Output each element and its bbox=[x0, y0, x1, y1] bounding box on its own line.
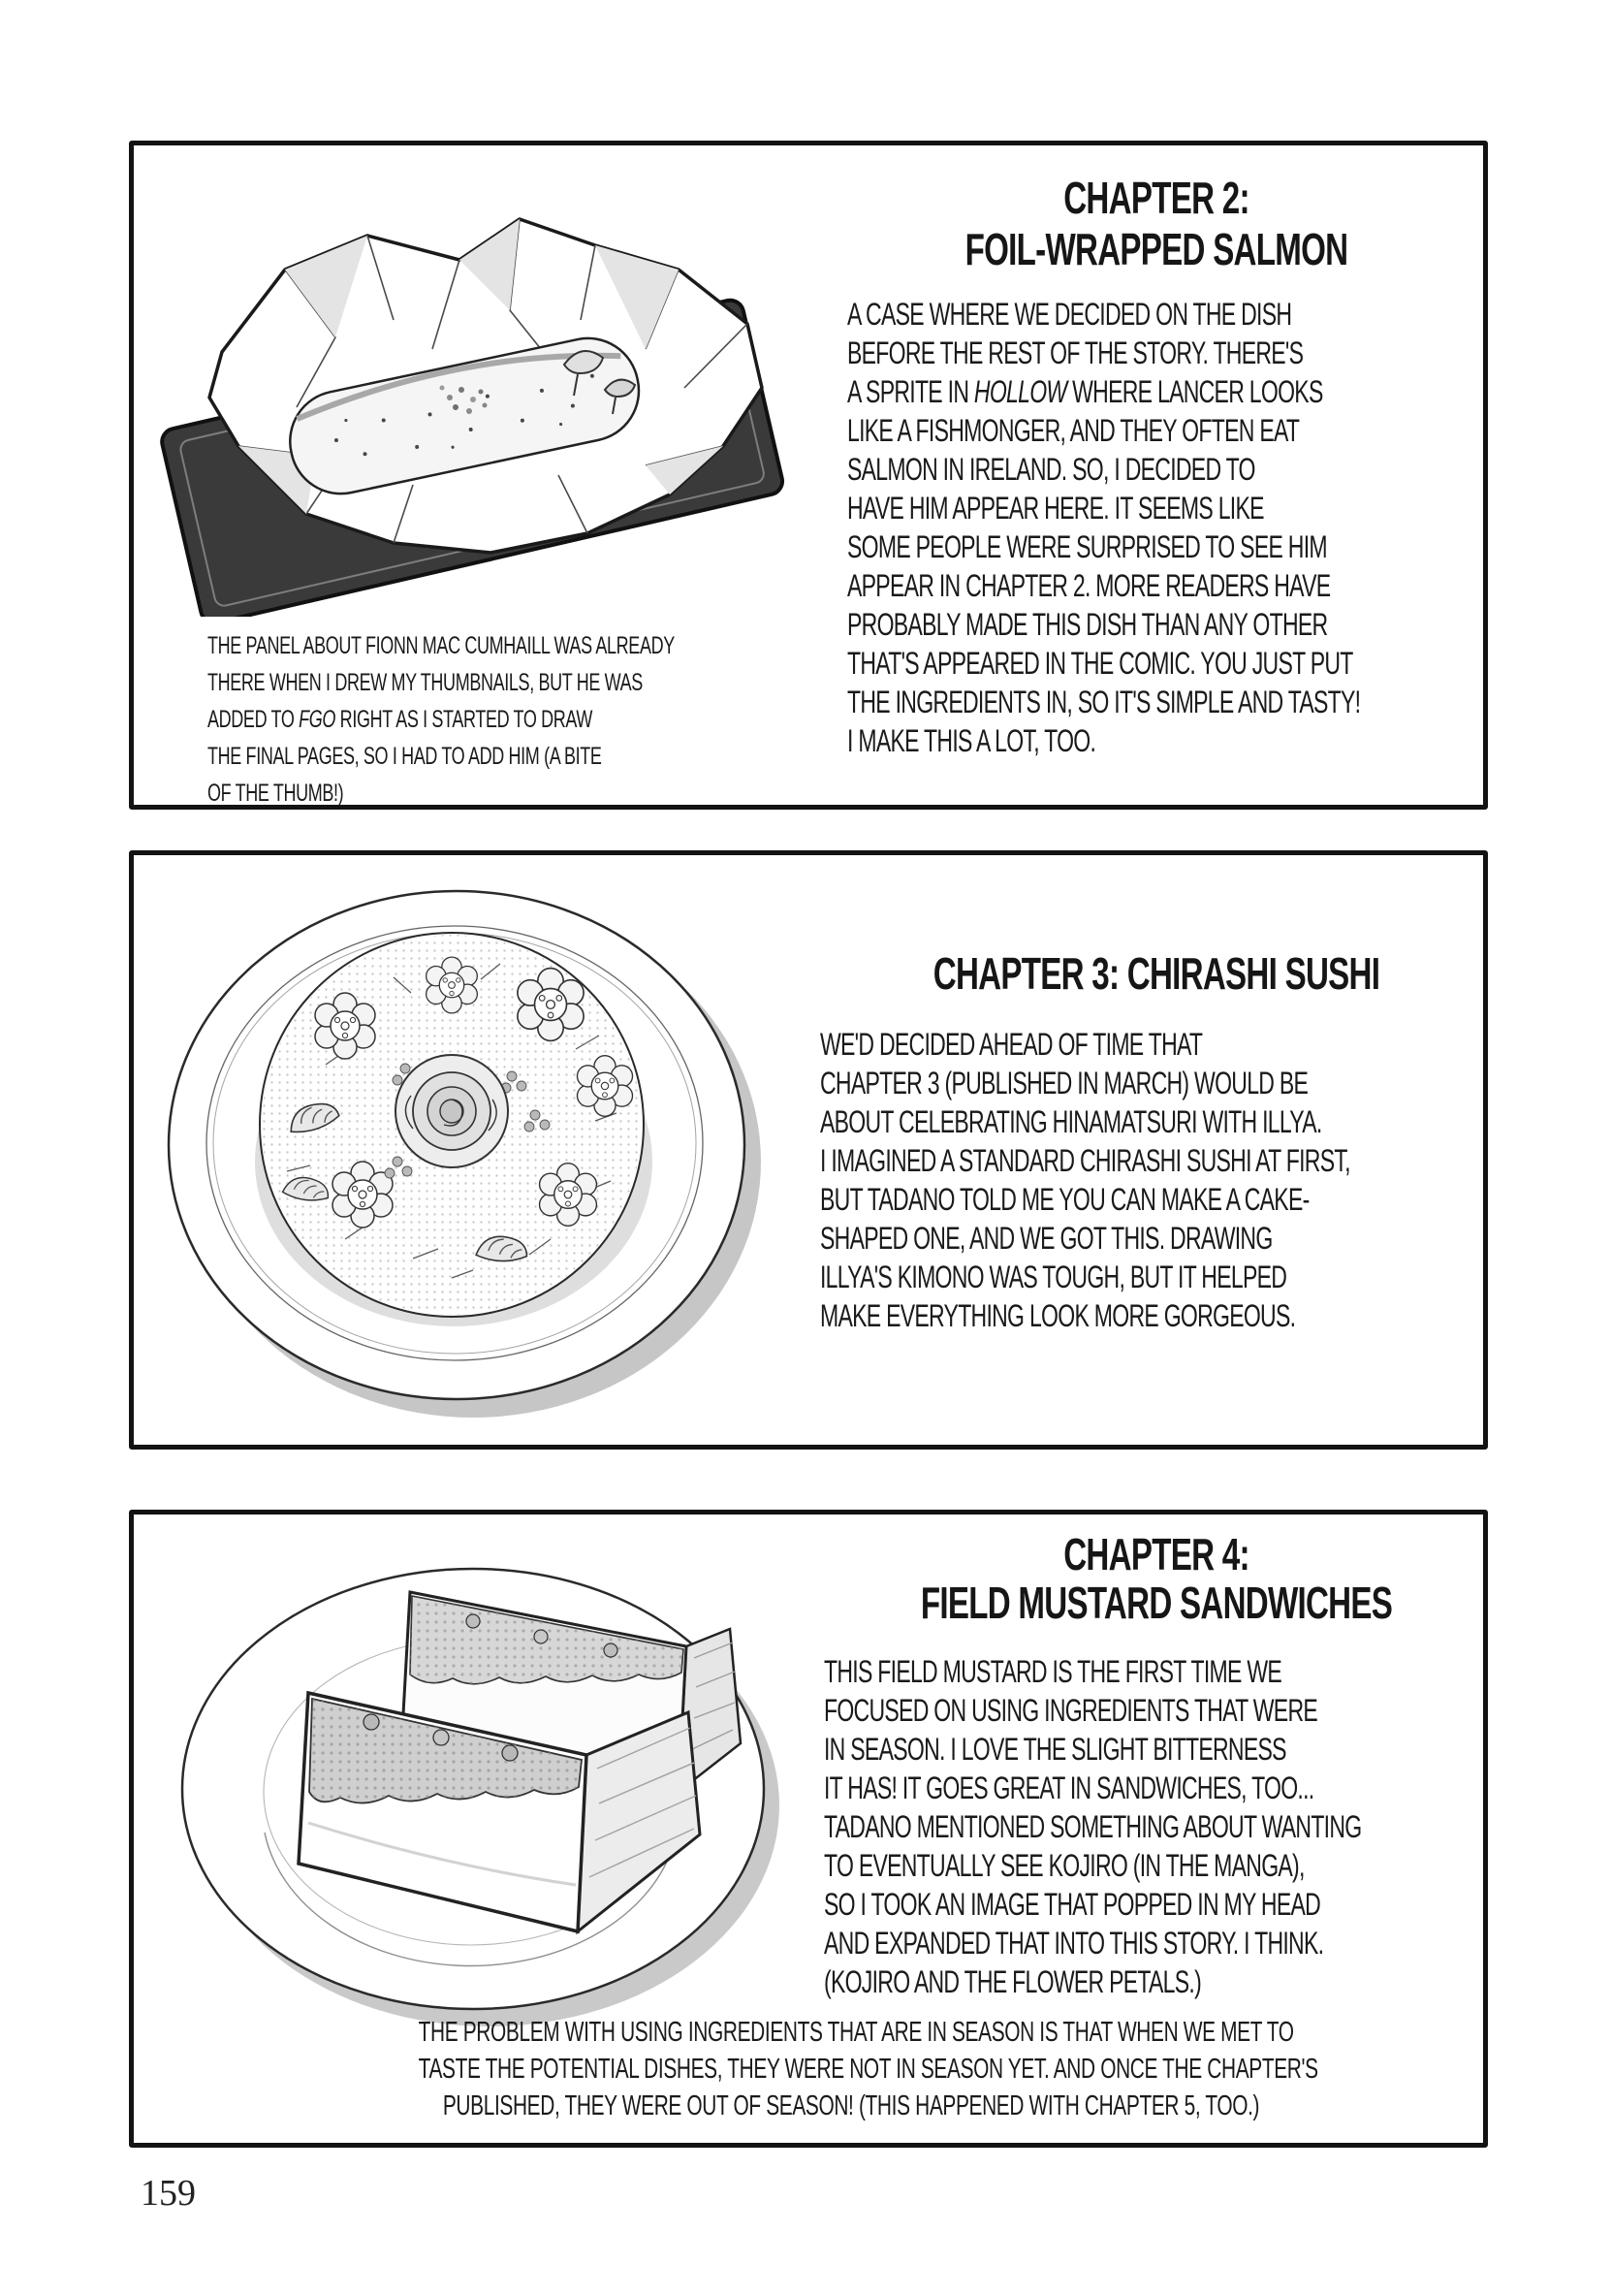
page-number: 159 bbox=[141, 2173, 196, 2214]
panel-chapter-4 bbox=[129, 1510, 1488, 2148]
panel3-title: CHAPTER 4: FIELD MUSTARD SANDWICHES bbox=[920, 1529, 1393, 1628]
rose bbox=[395, 1055, 508, 1167]
panel-chapter-2 bbox=[129, 141, 1488, 810]
chirashi-sushi-illustration bbox=[161, 871, 772, 1419]
panel-chapter-3 bbox=[129, 850, 1488, 1450]
field-mustard-sandwiches-illustration bbox=[163, 1532, 793, 2036]
panel3-body: THIS FIELD MUSTARD IS THE FIRST TIME WE FOCUSED ON USING INGREDIENTS THAT WERE IN SEASON. I LOVE THE SLIGHT BITTERNESS IT HAS! IT GOES GREAT IN SANDWICHES, TOO... TADANO MENTIONED SOMETHING ABOUT WANTING TO EVENTUALLY SEE KOJIRO (IN THE MANGA), SO I TOOK AN IMAGE THAT POPPED IN MY HEAD AND EXPANDED THAT INTO THIS STORY. I THINK. (KOJIRO AND THE FLOWER PETALS.) bbox=[824, 1654, 1362, 1999]
panel1-caption: THE PANEL ABOUT FIONN MAC CUMHAILL WAS ALREADY THERE WHEN I DREW MY THUMBNAILS, BUT HE WAS ADDED TO FGO RIGHT AS I STARTED TO DRAW THE FINAL PAGES, SO I HAD TO ADD HIM (A BITE OF THE THUMB!) bbox=[207, 632, 675, 807]
panel1-body: A CASE WHERE WE DECIDED ON THE DISH BEFORE THE REST OF THE STORY. THERE'S A SPRITE IN HOLLOW WHERE LANCER LOOKS LIKE A FISHMONGER, AND THEY OFTEN EAT SALMON IN IRELAND. SO, I DECIDED TO HAVE HIM APPEAR HERE. IT SEEMS LIKE SOME PEOPLE WERE SURPRISED TO SEE HIM APPEAR IN CHAPTER 2. MORE READERS HAVE PROBABLY MADE THIS DISH THAN ANY OTHER THAT'S APPEARED IN THE COMIC. YOU JUST PUT THE INGREDIENTS IN, SO IT'S SIMPLE AND TASTY! I MAKE THIS A LOT, TOO. bbox=[847, 297, 1361, 758]
panel1-title: CHAPTER 2: FOIL-WRAPPED SALMON bbox=[964, 173, 1348, 274]
panel2-title: CHAPTER 3: CHIRASHI SUSHI bbox=[932, 948, 1380, 999]
panel3-footnote: THE PROBLEM WITH USING INGREDIENTS THAT ARE IN SEASON IS THAT WHEN WE MET TO TASTE THE POTENTIAL DISHES, THEY WERE NOT IN SEASON YET. AND ONCE THE CHAPTER'S PUBLISHED, THEY WERE OUT OF SEASON! (THIS HAPPENED WITH CHAPTER 5, TOO.) bbox=[418, 2017, 1318, 2121]
panel2-body: WE'D DECIDED AHEAD OF TIME THAT CHAPTER 3 (PUBLISHED IN MARCH) WOULD BE ABOUT CELEBRATING HINAMATSURI WITH ILLYA. I IMAGINED A STANDARD CHIRASHI SUSHI AT FIRST, BUT TADANO TOLD ME YOU CAN MAKE A CAKE- SHAPED ONE, AND WE GOT THIS. DRAWING ILLYA'S KIMONO WAS TOUGH, BUT IT HELPED MAKE EVERYTHING LOOK MORE GORGEOUS. bbox=[820, 1027, 1350, 1333]
foil-wrapped-salmon-illustration bbox=[140, 153, 808, 617]
